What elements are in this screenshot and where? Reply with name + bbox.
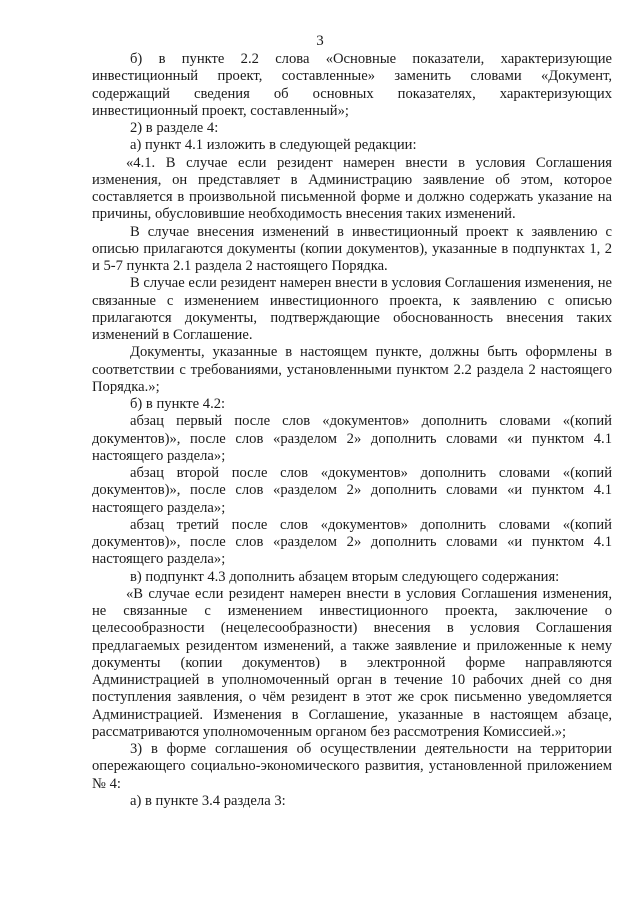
paragraph-form-annex-4: 3) в форме соглашения об осуществлении деятельности на территории опережающего социально-экономического развития, установленной приложением № 4: bbox=[92, 741, 612, 792]
page-number: 3 bbox=[316, 33, 324, 49]
paragraph-2-2-amendment: б) в пункте 2.2 слова «Основные показатели, характеризующие инвестиционный проект, составленные» заменить словами «Документ, содержащий сведения об основных показателях, характеризующих инвестиционный проект, составленный»; bbox=[92, 51, 612, 119]
paragraph-documents-format: Документы, указанные в настоящем пункте, должны быть оформлены в соответствии с требованиями, установленными пунктом 2.2 раздела 2 настоящего Порядка.»; bbox=[92, 344, 612, 395]
paragraph-4-3-text: «В случае если резидент намерен внести в условия Соглашения изменения, не связанные с изменением инвестиционного проекта, заключение о целесообразности (нецелесообразности) внесения в условия Соглашения предлагаемых резидентом изменений, а также заявление и приложенные к нему документы (копии документов) в электронной форме направляются Администрацией в уполномоченный орган в течение 10 рабочих дней со дня поступления заявления, о чём резидент в этот же срок письменно уведомляется Администрацией. Изменения в Соглашение, указанные в настоящем абзаце, рассматриваются уполномоченным органом без рассмотрения Комиссией.»; bbox=[92, 585, 612, 740]
paragraph-item-4-2: б) в пункте 4.2: bbox=[130, 396, 226, 412]
paragraph-agreement-changes: В случае если резидент намерен внести в условия Соглашения изменения, не связанные с изменением инвестиционного проекта, к заявлению с описью прилагаются документы, подтверждающие обоснованность внесения таких изменений в Соглашение. bbox=[92, 275, 612, 343]
paragraph-investment-changes: В случае внесения изменений в инвестиционный проект к заявлению с описью прилагаются документы (копии документов), указанные в подпунктах 1, 2 и 5-7 пункта 2.1 раздела 2 настоящего Порядка. bbox=[92, 223, 612, 274]
paragraph-item-4-1: а) пункт 4.1 изложить в следующей редакции: bbox=[130, 137, 417, 154]
document-body bbox=[92, 51, 612, 810]
paragraph-section-4: 2) в разделе 4: bbox=[130, 120, 219, 136]
paragraph-item-3-4: а) в пункте 3.4 раздела 3: bbox=[130, 792, 286, 809]
paragraph-item-4-3: в) подпункт 4.3 дополнить абзацем вторым следующего содержания: bbox=[130, 568, 560, 585]
paragraph-abzac-third: абзац третий после слов «документов» дополнить словами «(копий документов)», после слов «разделом 2» дополнить словами «и пунктом 4.1 настоящего раздела»; bbox=[92, 516, 612, 568]
paragraph-4-1-text: «4.1. В случае если резидент намерен внести в условия Соглашения изменения, он представляет в Администрацию заявление об этом, которое составляется в произвольной письменной форме и должно содержать указание на причины, обусловившие необходимость внесения таких изменений. bbox=[92, 154, 612, 223]
paragraph-abzac-second: абзац второй после слов «документов» дополнить словами «(копий документов)», после слов «разделом 2» дополнить словами «и пунктом 4.1 настоящего раздела»; bbox=[92, 465, 612, 516]
paragraph-abzac-first: абзац первый после слов «документов» дополнить словами «(копий документов)», после слов «разделом 2» дополнить словами «и пунктом 4.1 настоящего раздела»; bbox=[92, 413, 612, 464]
